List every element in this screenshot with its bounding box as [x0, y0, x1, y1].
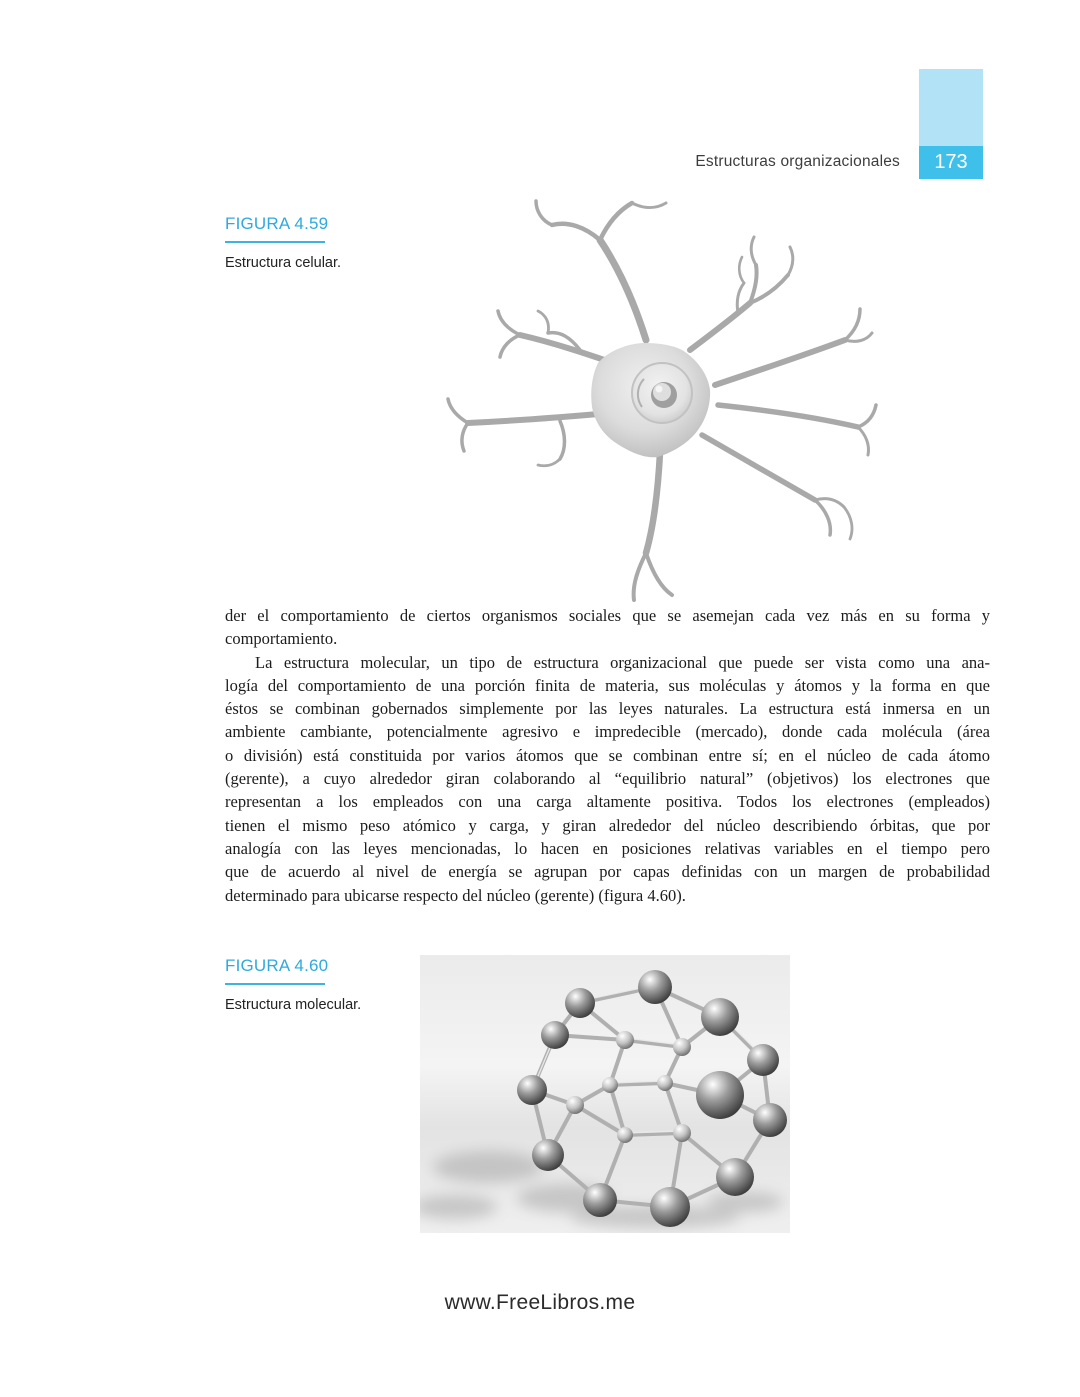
molecule-svg	[420, 955, 790, 1233]
body-line: o división) está constituida por varios átomos que se combinan entre sí; en el núcleo de cada átomo	[225, 745, 990, 765]
page-number: 173	[919, 146, 983, 179]
page-number-tab	[919, 69, 983, 179]
body-line: logía del comportamiento de una porción finita de materia, sus moléculas y átomos y la forma en que	[225, 675, 990, 695]
figure-460-rule	[225, 983, 325, 985]
body-line: comportamiento.	[225, 629, 338, 649]
body-line: representan a los empleados con una carga altamente positiva. Todos los electrones (empleados)	[225, 792, 990, 812]
figure-459-label: FIGURA 4.59	[225, 214, 329, 233]
figure-459-caption: Estructura celular.	[225, 255, 342, 271]
figure-459-rule	[225, 241, 325, 243]
running-head-title: Estructuras organizacionales	[695, 153, 900, 170]
page-tab-light-band	[919, 69, 983, 146]
body-line: éstos se combinan gobernados simplemente por las leyes naturales. La estructura está inmersa en un	[225, 699, 990, 719]
figure-459-block	[225, 214, 341, 271]
body-line: analogía con las leyes mencionadas, lo hacen en posiciones relativas variables en el tiempo pero	[225, 838, 990, 858]
body-line: ambiente cambiante, potencialmente agresivo e impredecible (mercado), donde cada molécula (área	[225, 722, 990, 742]
body-line: que de acuerdo al nivel de energía se agrupan por capas definidas con un margen de probabilidad	[225, 862, 990, 882]
body-line: determinado para ubicarse respecto del núcleo (gerente) (figura 4.60).	[225, 885, 686, 905]
neuron-illustration	[420, 195, 880, 615]
figure-460-block	[225, 956, 361, 1013]
body-text	[225, 604, 990, 907]
footer-watermark: www.FreeLibros.me	[444, 1291, 636, 1314]
body-line: (gerente), a cuyo alrededor giran colaborando al “equilibrio natural” (objetivos) los electrones que	[225, 769, 990, 789]
figure-460-label: FIGURA 4.60	[225, 956, 329, 975]
figure-460-caption: Estructura molecular.	[225, 997, 362, 1013]
molecule-illustration	[420, 955, 790, 1233]
body-line: der el comportamiento de ciertos organismos sociales que se asemejan cada vez más en su forma y	[225, 606, 990, 625]
body-line: La estructura molecular, un tipo de estructura organizacional que puede ser vista como una ana-	[255, 652, 990, 672]
neuron-nucleolus	[653, 383, 671, 401]
neuron-svg	[420, 195, 880, 615]
body-line: tienen el mismo peso atómico y carga, y giran alrededor del núcleo describiendo órbitas, que por	[225, 815, 990, 835]
